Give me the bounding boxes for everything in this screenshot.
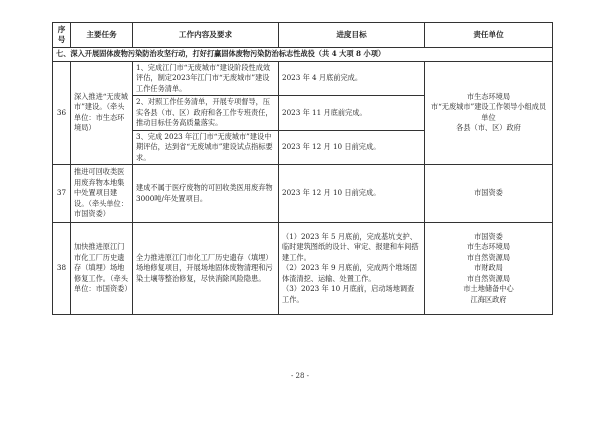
row-progress: 2023 年 11 月底前完成。 [279,96,425,131]
row-content: 2、对照工作任务清单，开展专项督导，压实各县（市、区）政府和各工作专班责任，推动目标任务高质量落实。 [133,96,279,131]
table-row [53,61,553,96]
header-content: 工作内容及要求 [133,23,279,48]
row-progress: 2023 年 12 月 10 日前完成。 [279,130,425,165]
unit-line: 市生态环境局 市“无废城市”建设工作领导小组成员单位 各县（市、区）政府 [430,91,547,133]
row-no: 38 [53,223,71,315]
header-progress: 进度目标 [279,23,425,48]
row-progress: 2023 年 4 月底前完成。 [279,61,425,96]
row-progress: 2023 年 12 月 10 日前完成。 [279,165,425,223]
header-no: 序号 [53,23,71,48]
task-table [52,22,553,315]
row-unit [425,61,553,165]
unit-line: 市国资委 市生态环境局 市自然资源局 市财政局 市自然资源局 市土地储备中心 江海区政府 [463,231,514,304]
row-unit: 市国资委 [425,165,553,223]
row-task: 加快推进原江门市化工厂历史遗存（填埋）场地修复工作。（牵头单位：市国资委） [71,223,133,315]
row-unit [425,223,553,315]
row-task: 推进可回收类医用废弃物本地集中处置项目建设。（牵头单位：市国资委） [71,165,133,223]
row-task: 深入推进“无废城市”建设。（牵头单位：市生态环境局） [71,61,133,165]
row-content: 3、完成 2023 年江门市“无废城市”建设中期评估，达到省“无废城市”建设试点指标要求。 [133,130,279,165]
row-no: 36 [53,61,71,165]
row-progress [279,223,425,315]
table-row [53,223,553,315]
table-row [53,165,553,223]
row-content: 全力推进原江门市化工厂历史遗存（填埋）场地修复项目，开展场地固体废物清理和污染土壤等整治修复，尽快消除风险隐患。 [133,223,279,315]
page-number: - 28 - [290,372,310,380]
progress-lines: （1）2023 年 5 月底前，完成基坑支护、临时建筑图纸的设计、审定、报建和车间搭建工作。 （2）2023 年 9 月底前，完成两个堆场固体渣清挖、运输、处置工作。 （3）2023 年 10 月底前，启动场地调查工作。 [282,231,419,304]
section-row [53,48,553,62]
header-task: 主要任务 [71,23,133,48]
header-unit: 责任单位 [425,23,553,48]
header-row [53,23,553,48]
section-title: 七、深入开展固体废物污染防治攻坚行动，打好打赢固体废物污染防治标志性战役（共 4 大项 8 小项） [53,48,553,62]
row-content: 建成不属于医疗废物的可回收类医用废弃物3000吨/年处置项目。 [133,165,279,223]
row-content: 1、完成江门市“无废城市”建设阶段性成效评估，制定2023年江门市“无废城市”建设工作任务清单。 [133,61,279,96]
row-no: 37 [53,165,71,223]
